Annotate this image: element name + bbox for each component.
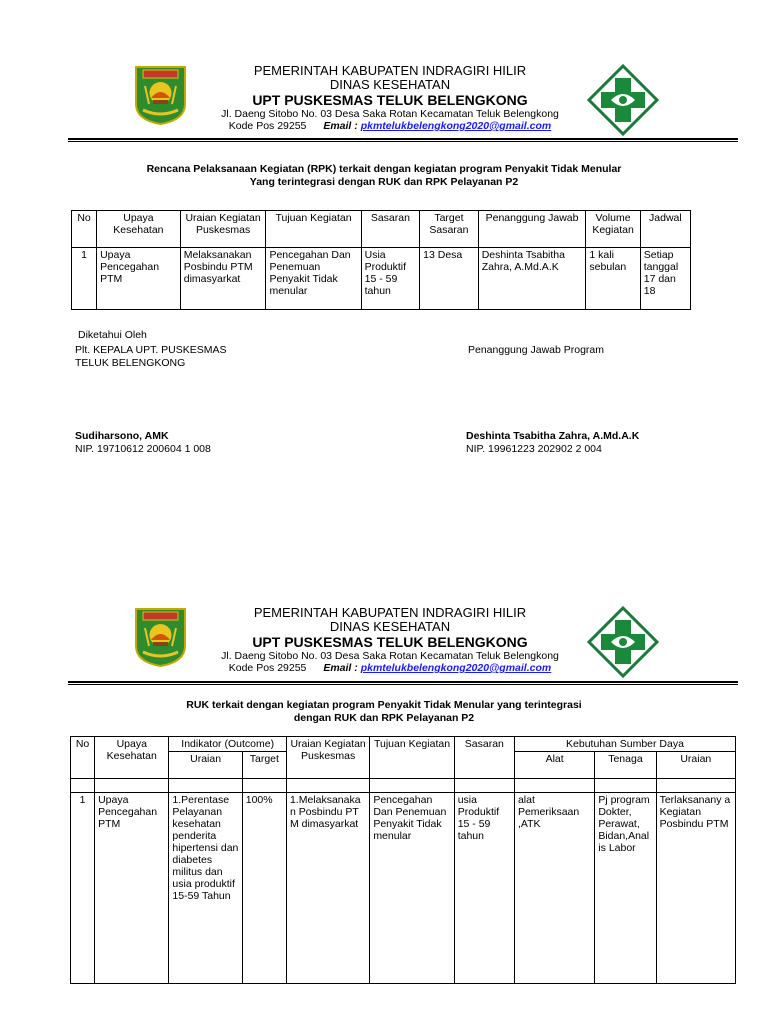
known-by-label: Diketahui Oleh [78,329,147,341]
regency-crest-icon [133,606,188,668]
spacer-cell [454,779,514,793]
ruk-cell-ind-uraian: 1.Perentase Pelayanan kesehatan penderita hipertensi dan diabetes militus dan usia produktif 15-59 Tahun [169,793,242,984]
ruk-title [0,699,768,725]
ruk-col-indikator: Indikator (Outcome) [169,737,287,752]
spacer-cell [656,779,735,793]
ruk-cell-sasaran: usia Produktif 15 - 59 tahun [454,793,514,984]
ruk-title-line1: RUK terkait dengan kegiatan program Penyakit Tidak Menular yang terintegrasi [186,699,582,711]
rpk-col-upaya: Upaya Kesehatan [97,211,181,248]
ruk-col-uraian-kegiatan: Uraian Kegiatan Puskesmas [286,737,369,779]
ruk-cell-upaya: Upaya Pencegahan PTM [95,793,169,984]
ruk-col-ind-uraian: Uraian [169,752,242,779]
letterhead-rule [68,681,738,685]
rpk-title-line1: Rencana Pelaksanaan Kegiatan (RPK) terkait dengan kegiatan program Penyakit Tidak Menular [146,163,622,175]
postal-code: Kode Pos 29255 [228,662,307,674]
rpk-cell-tujuan: Pencegahan Dan Penemuan Penyakit Tidak menular [266,248,361,310]
rpk-col-target: Target Sasaran [420,211,479,248]
table-row [71,793,736,984]
right-signatory [466,430,639,456]
rpk-col-volume: Volume Kegiatan [586,211,640,248]
rpk-cell-jadwal: Setiap tanggal 17 dan 18 [640,248,690,310]
ruk-cell-ind-target: 100% [242,793,286,984]
department-name: DINAS KESEHATAN [329,77,451,92]
ruk-col-upaya: Upaya Kesehatan [95,737,169,779]
postal-email-line [190,120,590,132]
spacer-cell [370,779,454,793]
ruk-col-sasaran: Sasaran [454,737,514,779]
rpk-header-row [72,211,691,248]
email-label: Email : [323,662,358,674]
ruk-spacer-row [71,779,736,793]
ruk-col-no: No [71,737,95,779]
ruk-cell-no: 1 [71,793,95,984]
rpk-col-tujuan: Tujuan Kegiatan [266,211,361,248]
puskesmas-cross-icon [587,606,659,678]
postal-code: Kode Pos 29255 [228,120,307,132]
ruk-col-tujuan: Tujuan Kegiatan [370,737,454,779]
puskesmas-cross-icon [587,64,659,136]
ruk-cell-tujuan: Pencegahan Dan Penemuan Penyakit Tidak menular [370,793,454,984]
ruk-col-kebutuhan: Kebutuhan Sumber Daya [514,737,735,752]
right-signatory-title: Penanggung Jawab Program [468,344,605,356]
ruk-cell-tenaga: Pj program Dokter, Perawat, Bidan,Anal is Labor [595,793,656,984]
spacer-cell [95,779,169,793]
email-link[interactable]: pkmtelukbelengkong2020@gmail.com [360,662,552,674]
rpk-cell-pj: Deshinta Tsabitha Zahra, A.Md.A.K [478,248,586,310]
rpk-table [71,210,691,310]
left-title-line2: TELUK BELENGKONG [75,357,186,369]
rpk-cell-upaya: Upaya Pencegahan PTM [97,248,181,310]
institution-name: UPT PUSKESMAS TELUK BELENGKONG [252,634,528,650]
letterhead-text [190,64,590,132]
ruk-cell-alat: alat Pemeriksaan ,ATK [514,793,594,984]
left-signatory-name: Sudiharsono, AMK [75,430,169,442]
regency-crest-icon [133,64,188,126]
rpk-cell-no: 1 [72,248,97,310]
email-link[interactable]: pkmtelukbelengkong2020@gmail.com [360,120,552,132]
address: Jl. Daeng Sitobo No. 03 Desa Saka Rotan Kecamatan Teluk Belengkong [221,650,559,662]
rpk-col-sasaran: Sasaran [361,211,420,248]
ruk-table [70,736,736,984]
spacer-cell [286,779,369,793]
right-signatory-name: Deshinta Tsabitha Zahra, A.Md.A.K [466,430,640,442]
spacer-cell [169,779,242,793]
table-row [72,248,691,310]
institution-name: UPT PUSKESMAS TELUK BELENGKONG [252,92,528,108]
postal-email-line [190,662,590,674]
address: Jl. Daeng Sitobo No. 03 Desa Saka Rotan Kecamatan Teluk Belengkong [221,108,559,120]
left-signatory-nip: NIP. 19710612 200604 1 008 [75,443,211,455]
rpk-col-uraian: Uraian Kegiatan Puskesmas [180,211,266,248]
spacer-cell [242,779,286,793]
government-name: PEMERINTAH KABUPATEN INDRAGIRI HILIR [253,605,527,620]
ruk-cell-kb-uraian: Terlaksanany a Kegiatan Posbindu PTM [656,793,735,984]
left-signatory-title [75,344,227,370]
rpk-col-no: No [72,211,97,248]
rpk-cell-volume: 1 kali sebulan [586,248,640,310]
right-signatory-nip: NIP. 19961223 202902 2 004 [466,443,602,455]
ruk-title-line2: dengan RUK dan RPK Pelayanan P2 [293,712,475,724]
department-name: DINAS KESEHATAN [329,619,451,634]
ruk-col-tenaga: Tenaga [595,752,656,779]
rpk-col-jadwal: Jadwal [640,211,690,248]
letterhead-rule [68,138,738,142]
rpk-cell-uraian: Melaksanakan Posbindu PTM dimasyarkat [180,248,266,310]
ruk-col-kb-uraian: Uraian [656,752,735,779]
email-label: Email : [323,120,358,132]
ruk-col-ind-target: Target [242,752,286,779]
spacer-cell [71,779,95,793]
left-title-line1: Plt. KEPALA UPT. PUSKESMAS [75,344,227,356]
ruk-col-alat: Alat [514,752,594,779]
left-signatory [75,430,211,456]
spacer-cell [514,779,594,793]
government-name: PEMERINTAH KABUPATEN INDRAGIRI HILIR [253,63,527,78]
ruk-header-row-1 [71,737,736,752]
spacer-cell [595,779,656,793]
ruk-cell-uraian-kegiatan: 1.Melaksanakan Posbindu PTM dimasyarkat [286,793,369,984]
rpk-cell-target: 13 Desa [420,248,479,310]
rpk-title-line2: Yang terintegrasi dengan RUK dan RPK Pelayanan P2 [249,176,519,188]
letterhead-text [190,606,590,674]
rpk-cell-sasaran: Usia Produktif 15 - 59 tahun [361,248,420,310]
rpk-col-pj: Penanggung Jawab [478,211,586,248]
rpk-title [0,163,768,189]
